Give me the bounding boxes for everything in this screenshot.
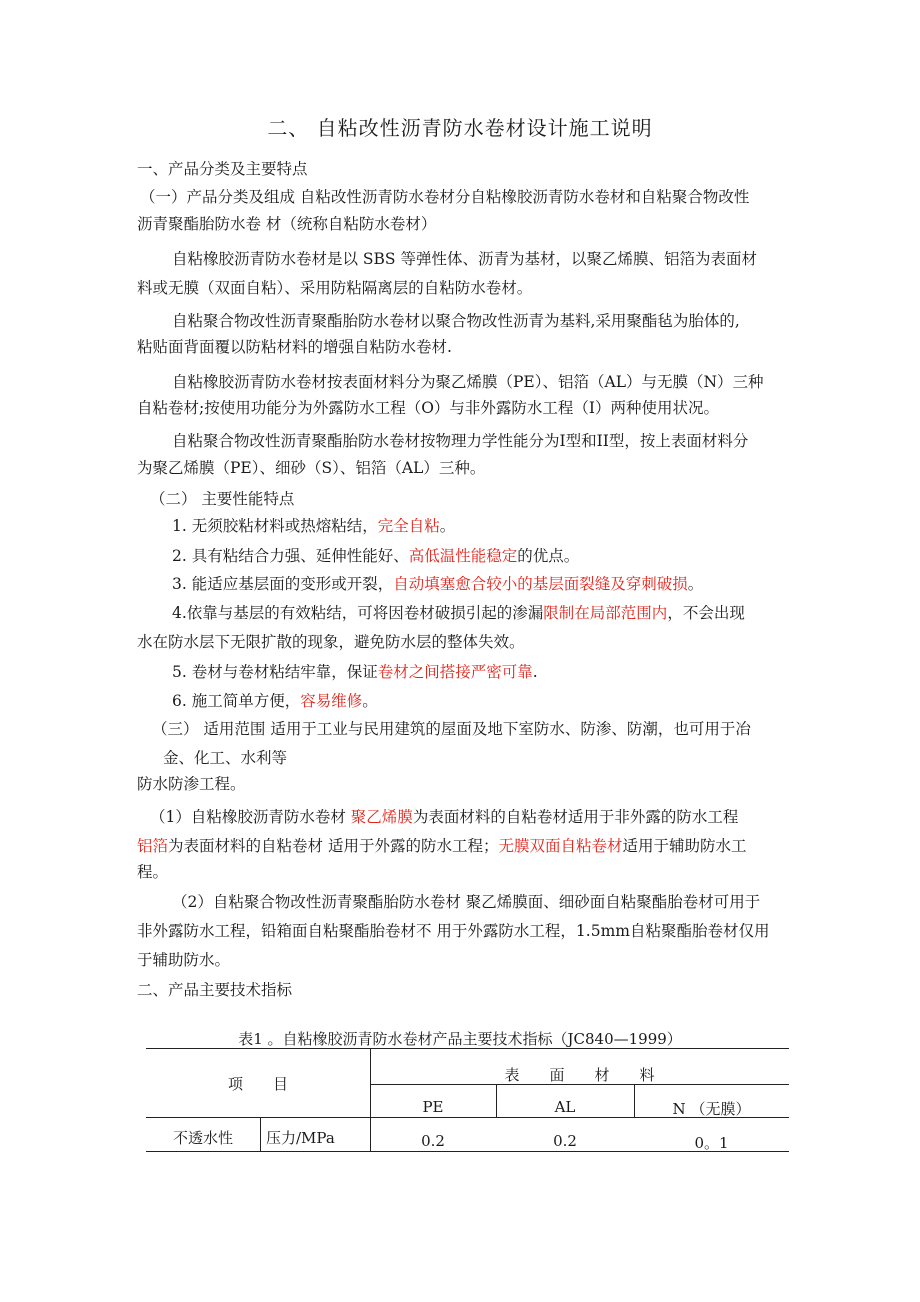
column-n: N （无膜） [672,1100,751,1118]
highlight-text: 高低温性能稳定 [408,547,518,565]
body-line [137,774,797,794]
line-text: . [532,663,538,681]
highlight-text: 限制在局部范围内 [543,604,668,622]
line-text: 自粘聚合物改性沥青聚酯胎防水卷材以聚合物改性沥青为基料,采用聚酯毡为胎体的, [172,312,740,330]
line-text: （2）自粘聚合物改性沥青聚酯胎防水卷材 聚乙烯膜面、细砂面自粘聚酯胎卷材可用于 [172,893,761,911]
line-text: 。 [687,575,704,593]
body-line [172,431,832,451]
line-text: 粘贴面背面覆以防粘材料的增强自粘防水卷材. [137,338,452,356]
line-text: 一、产品分类及主要特点 [137,160,308,178]
line-text: （一）产品分类及组成 自粘改性沥青防水卷材分自粘橡胶沥青防水卷材和自粘聚合物改性 [140,188,750,206]
line-text: 水在防水层下无限扩散的现象，避免防水层的整体失效。 [137,633,525,651]
body-line [172,311,832,331]
column-pe: PE [422,1098,444,1116]
body-line [150,489,810,509]
line-text: 料或无膜（双面自粘）、采用防粘隔离层的自粘防水卷材。 [137,279,533,297]
line-text: 程。 [137,863,169,881]
body-line [137,862,797,882]
body-line [150,807,810,827]
body-line [137,921,797,941]
body-line [137,278,797,298]
line-text: 于辅助防水。 [137,951,231,969]
line-text: 4.依靠与基层的有效粘结，可将因卷材破损引起的渗漏 [172,604,544,622]
row-name: 不透水性 [172,1129,233,1147]
line-text: 。 [362,692,378,710]
line-text: 为表面材料的自粘卷材 适用于外露的防水工程； [168,837,499,855]
line-text: 沥青聚酯胎防水卷 材（统称自粘防水卷材） [137,215,437,233]
line-text: ，不会出现 [667,604,745,622]
line-text: 1. 无须胶粘材料或热熔粘结， [172,517,378,535]
line-text: 为聚乙烯膜（PE）、细砂（S）、铝箔（AL）三种。 [137,459,486,477]
table-rule [146,1048,789,1049]
body-line [172,574,832,594]
highlight-text: 容易维修 [300,692,363,710]
line-text: 自粘橡胶沥青防水卷材按表面材料分为聚乙烯膜（PE）、铝箔（AL）与无膜（N）三种 [172,373,764,391]
line-text: 为表面材料的自粘卷材适用于非外露的防水工程 [412,808,739,826]
body-line [137,836,797,856]
body-line [137,398,797,418]
line-text: （三） 适用范围 适用于工业与民用建筑的屋面及地下室防水、防渗、防潮，也可用于冶 [152,720,751,738]
line-text: 二、产品主要技术指标 [137,981,293,999]
item-header: 项 目 [227,1075,288,1093]
line-text: 自粘卷材;按使用功能分为外露防水工程（O）与非外露防水工程（I）两种使用状况。 [137,399,720,417]
line-text: 6. 施工简单方便， [172,692,301,710]
line-text: 5. 卷材与卷材粘结牢靠，保证 [172,663,378,681]
body-line [137,950,797,970]
body-line [172,691,832,711]
value-al: 0.2 [553,1132,577,1150]
line-text: （1）自粘橡胶沥青防水卷材 [150,808,351,826]
line-text: （二） 主要性能特点 [150,490,295,508]
body-line [137,337,797,357]
body-line [137,458,797,478]
material-header: 表 面 材 料 [504,1066,655,1084]
body-line [137,159,797,179]
table-caption: 表1 。自粘橡胶沥青防水卷材产品主要技术指标（JC840—1999） [238,1030,682,1048]
highlight-text: 铝箔 [137,837,169,855]
highlight-text: 聚乙烯膜 [350,808,413,826]
line-text: 。 [439,517,456,535]
value-pe: 0.2 [421,1132,445,1150]
spec-table [146,1048,789,1152]
line-text: 自粘橡胶沥青防水卷材是以 SBS 等弹性体、沥青为基材，以聚乙烯膜、铝箔为表面材 [172,250,757,268]
line-text: 适用于辅助防水工 [622,837,747,855]
body-line [163,748,823,768]
line-text: 防水防渗工程。 [137,775,246,793]
line-text: 非外露防水工程，铅箱面自粘聚酯胎卷材不 用于外露防水工程，1.5mm自粘聚酯胎卷材仅用 [137,922,770,940]
body-line [172,546,832,566]
highlight-text: 无膜双面自粘卷材 [498,837,623,855]
line-text: 3. 能适应基层面的变形或开裂， [172,575,394,593]
line-text: 金、化工、水利等 [163,749,288,767]
body-line [172,892,832,912]
highlight-text: 自动填塞愈合较小的基层面裂缝及穿刺破损 [393,575,688,593]
body-line [172,372,832,392]
value-n: 0。1 [694,1134,729,1152]
line-text: 2. 具有粘结合力强、延伸性能好、 [172,547,409,565]
body-line [172,249,832,269]
body-line [152,719,812,739]
body-line [172,662,832,682]
highlight-text: 卷材之间搭接严密可靠 [377,663,533,681]
body-line [172,516,832,536]
body-line [137,980,797,1000]
body-line [172,603,832,623]
body-line [140,187,800,207]
row-unit: 压力/MPa [266,1129,335,1147]
body-line [137,214,797,234]
column-al: AL [554,1098,576,1116]
body-line [137,632,797,652]
line-text: 自粘聚合物改性沥青聚酯胎防水卷材按物理力学性能分为I型和II型，按上表面材料分 [172,432,749,450]
document-title: 二、 自粘改性沥青防水卷材设计施工说明 [267,116,653,140]
line-text: 的优点。 [517,547,580,565]
highlight-text: 完全自粘 [377,517,440,535]
